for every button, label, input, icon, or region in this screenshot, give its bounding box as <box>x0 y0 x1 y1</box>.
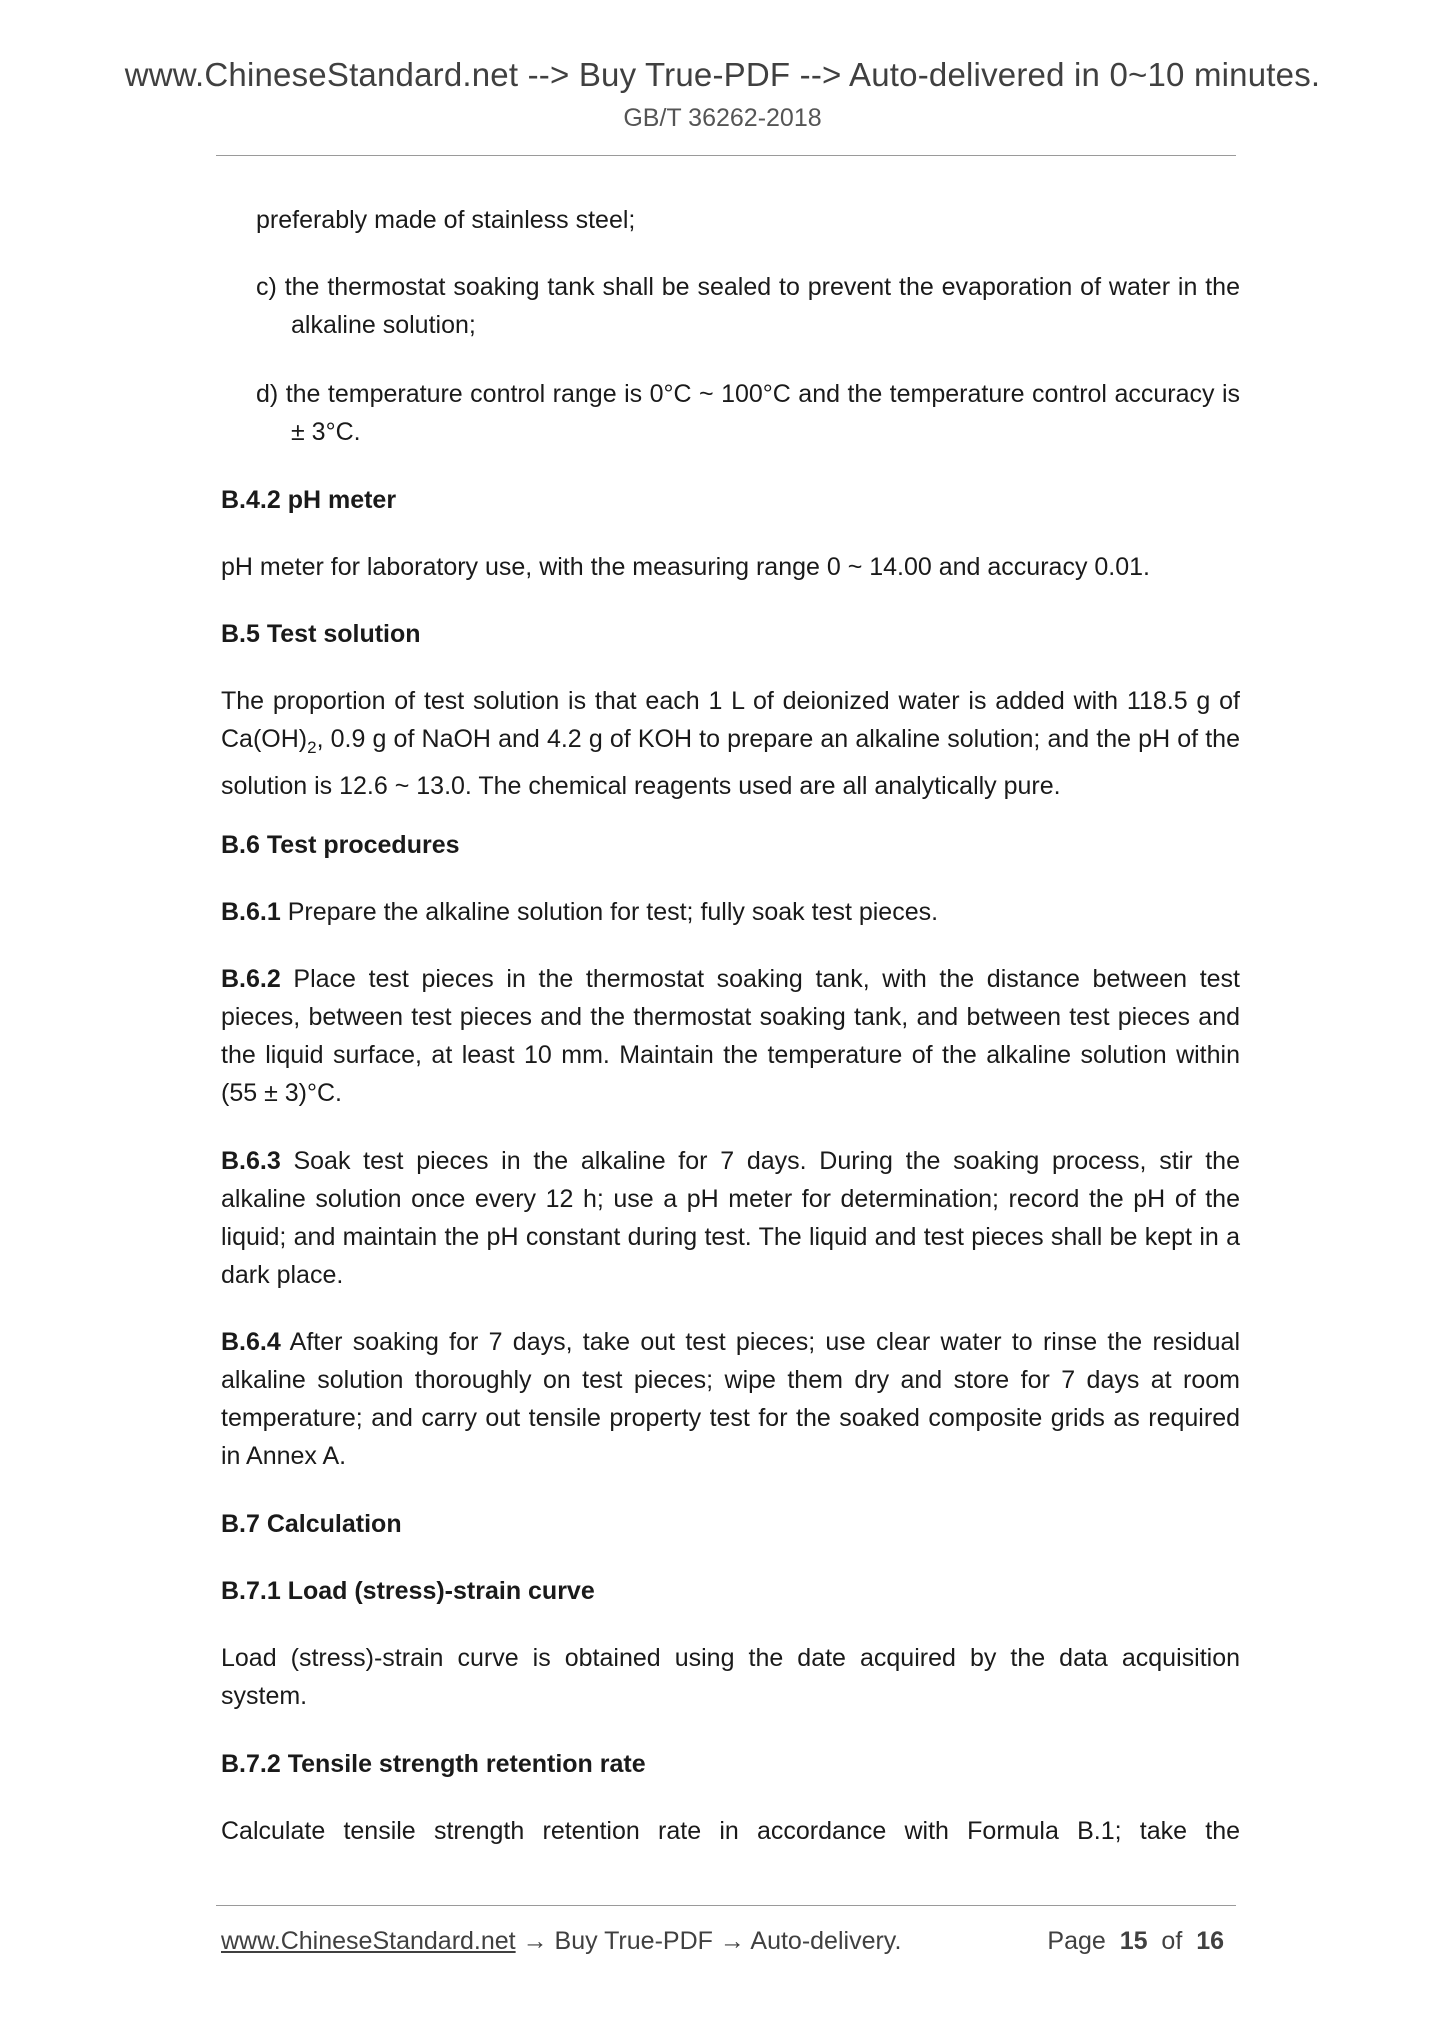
footer-rule <box>216 1905 1236 1906</box>
heading-b6: B.6 Test procedures <box>221 831 460 859</box>
of-word: of <box>1161 1927 1183 1955</box>
heading-b7: B.7 Calculation <box>221 1510 402 1538</box>
clause-number-b62: B.6.2 <box>221 965 281 993</box>
clause-text-b63: Soak test pieces in the alkaline for 7 days. During the soaking process, stir the alkaline solution once every 12 h; use a pH meter for determination; record the pH of the liquid; and maintain the pH constant during test. The liquid and test pieces shall be kept in a dark place. <box>221 1147 1240 1289</box>
footer-promo <box>221 1927 901 1956</box>
paragraph-b42: pH meter for laboratory use, with the measuring range 0 ~ 14.00 and accuracy 0.01. <box>221 553 1150 581</box>
list-item-d: d) the temperature control range is 0°C ~ 100°C and the temperature control accuracy is ± 3°C. <box>256 380 1240 446</box>
paragraph-b62 <box>221 960 1240 1112</box>
continuation-line: preferably made of stainless steel; <box>256 206 636 234</box>
paragraph-b5 <box>221 682 1240 805</box>
paragraph-b64 <box>221 1323 1240 1475</box>
footer-link[interactable]: www.ChineseStandard.net <box>221 1927 516 1955</box>
page-indicator <box>1047 1927 1224 1956</box>
header-rule <box>216 155 1236 156</box>
heading-b5: B.5 Test solution <box>221 620 421 648</box>
page-number: 15 <box>1119 1927 1148 1955</box>
b5-subscript: 2 <box>307 738 317 757</box>
clause-number-b63: B.6.3 <box>221 1147 281 1175</box>
footer-promo-text: → Buy True-PDF → Auto-delivery. <box>515 1927 902 1955</box>
b5-text-b: , 0.9 g of NaOH and 4.2 g of KOH to prepare an alkaline solution; and the pH of the solution is 12.6 ~ 13.0. The chemical reagents used are all analytically pure. <box>221 725 1240 800</box>
clause-number-b64: B.6.4 <box>221 1328 281 1356</box>
paragraph-b71: Load (stress)-strain curve is obtained using the date acquired by the data acquisition system. <box>221 1644 1240 1710</box>
clause-text-b62: Place test pieces in the thermostat soaking tank, with the distance between test pieces, between test pieces and the thermostat soaking tank, and between test pieces and the liquid surface, at least 10 mm. Maintain the temperature of the alkaline solution within (55 ± 3)°C. <box>221 965 1240 1107</box>
paragraph-b61 <box>221 893 1240 931</box>
clause-text-b61: Prepare the alkaline solution for test; fully soak test pieces. <box>280 898 939 926</box>
heading-b72: B.7.2 Tensile strength retention rate <box>221 1750 646 1778</box>
clause-number-b61: B.6.1 <box>221 898 281 926</box>
header-banner: www.ChineseStandard.net --> Buy True-PDF --> Auto-delivered in 0~10 minutes. <box>124 56 1321 93</box>
heading-b42: B.4.2 pH meter <box>221 486 397 514</box>
page-word: Page <box>1047 1927 1106 1955</box>
clause-text-b64: After soaking for 7 days, take out test pieces; use clear water to rinse the residual alkaline solution thoroughly on test pieces; wipe them dry and store for 7 days at room temperature; and carry out tensile property test for the soaked composite grids as required in Annex A. <box>221 1328 1240 1470</box>
heading-b71: B.7.1 Load (stress)-strain curve <box>221 1577 595 1605</box>
standard-number: GB/T 36262-2018 <box>623 104 822 132</box>
b5-text-a: The proportion of test solution is that each 1 L of deionized water is added with 118.5 g of Ca(OH) <box>221 687 1240 753</box>
paragraph-b72: Calculate tensile strength retention rate in accordance with Formula B.1; take the <box>221 1817 1240 1845</box>
paragraph-b63 <box>221 1142 1240 1294</box>
page-total: 16 <box>1196 1927 1224 1955</box>
list-item-c: c) the thermostat soaking tank shall be sealed to prevent the evaporation of water in the alkaline solution; <box>256 273 1240 339</box>
